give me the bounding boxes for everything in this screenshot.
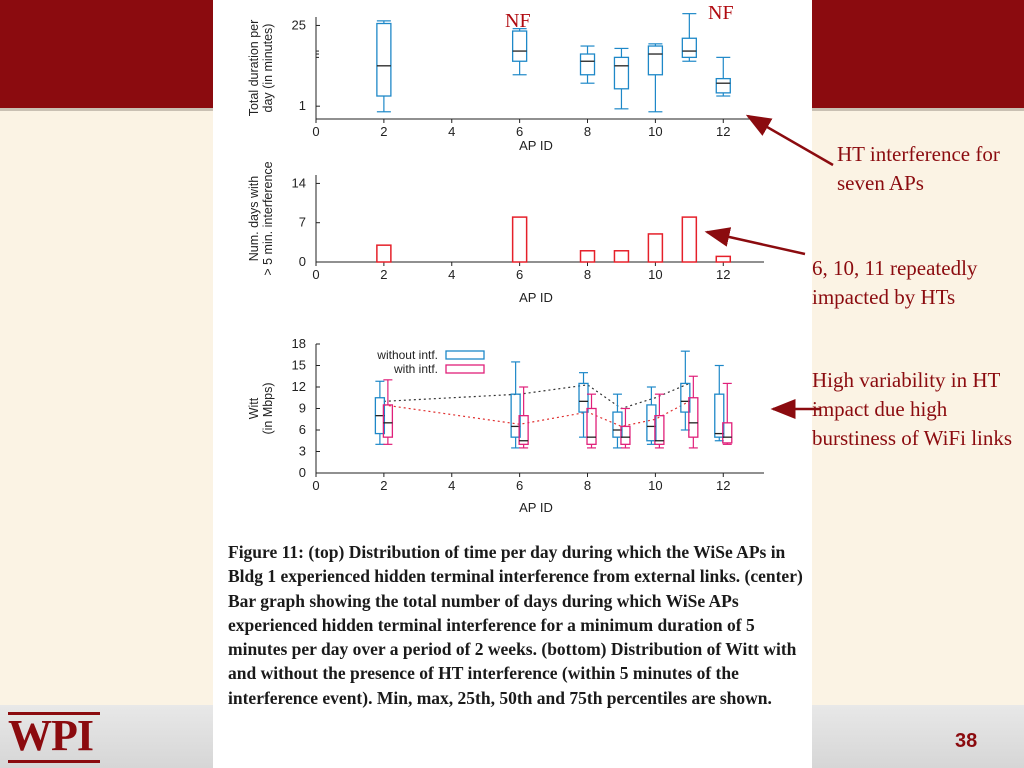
- x-tick-label: 12: [716, 124, 731, 139]
- y-tick-label: 0: [298, 254, 306, 269]
- x-tick-label: 10: [648, 267, 663, 282]
- wpi-logo: WPI: [8, 711, 93, 760]
- y-tick-label: 6: [298, 422, 306, 437]
- x-tick-label: 0: [312, 478, 320, 493]
- x-tick-label: 0: [312, 267, 320, 282]
- y-tick-label: 1: [298, 98, 306, 114]
- y-tick-label: 9: [298, 400, 306, 416]
- x-axis-label: AP ID: [519, 500, 553, 515]
- y-tick-label: 15: [291, 357, 306, 373]
- x-tick-label: 12: [716, 267, 731, 282]
- x-tick-label: 4: [448, 478, 456, 493]
- box-iqr: [648, 46, 662, 75]
- annotation-variability: High variability in HT impact due high burstiness of WiFi links: [812, 368, 1013, 450]
- median-trend-without-intf: [384, 383, 689, 408]
- box-iqr: [581, 54, 595, 75]
- x-tick-label: 8: [583, 478, 592, 493]
- bar: [648, 234, 662, 262]
- y-tick-label: 0: [298, 465, 306, 480]
- x-tick-label: 6: [516, 124, 524, 139]
- bar: [581, 251, 595, 262]
- bar: [716, 256, 730, 262]
- figure-caption: Figure 11: (top) Distribution of time per day during which the WiSe APs in Bldg 1 experienced hidden terminal interference from external links. (center) Bar graph showing the total number of days during which WiSe APs experienced hidden terminal interference for a minimum duration of 5 minutes per day over a period of 2 weeks. (bottom) Distribution of Witt with and without the presence of HT interference (within 5 minutes of the interference event). Min, max, 25th, 50th and 75th percentiles are shown.: [228, 542, 803, 708]
- y-tick-label: 3: [298, 443, 306, 459]
- nf-label-ap11: NF: [708, 2, 734, 24]
- box-iqr: [579, 383, 588, 412]
- x-tick-label: 2: [380, 478, 388, 493]
- x-axis-label: AP ID: [519, 138, 553, 153]
- nf-label-ap6: NF: [505, 10, 531, 32]
- box-iqr: [513, 31, 527, 61]
- legend-swatch: [446, 351, 484, 359]
- x-tick-label: 2: [380, 124, 388, 139]
- legend-label: with intf.: [393, 362, 438, 376]
- y-tick-label: 25: [291, 17, 306, 33]
- annotation-ht-interference: HT interference for seven APs: [837, 142, 1000, 195]
- y-axis-label: (in Mbps): [261, 382, 275, 435]
- legend-label: without intf.: [377, 348, 438, 362]
- x-tick-label: 0: [312, 124, 320, 139]
- x-tick-label: 10: [648, 124, 663, 139]
- median-trend-with-intf: [384, 401, 689, 426]
- y-tick-label: 7: [298, 214, 306, 230]
- legend-swatch: [446, 365, 484, 373]
- x-tick-label: 6: [516, 478, 524, 493]
- x-tick-label: 8: [583, 267, 592, 282]
- page-number: 38: [955, 730, 978, 752]
- y-axis-label: Num. days with: [247, 175, 261, 262]
- x-tick-label: 6: [516, 267, 524, 282]
- x-tick-label: 4: [448, 267, 456, 282]
- x-tick-label: 8: [583, 124, 592, 139]
- y-tick-label: 12: [291, 379, 306, 394]
- x-axis-label: AP ID: [519, 290, 553, 305]
- box-iqr: [614, 57, 628, 88]
- x-tick-label: 2: [380, 267, 388, 282]
- x-tick-label: 12: [716, 478, 731, 493]
- bar: [513, 217, 527, 262]
- bar: [377, 245, 391, 262]
- y-tick-label: 14: [291, 175, 306, 191]
- box-iqr: [716, 79, 730, 93]
- bar: [682, 217, 696, 262]
- box-iqr: [377, 24, 391, 97]
- x-tick-label: 4: [448, 124, 456, 139]
- bar: [614, 251, 628, 262]
- y-tick-label: 18: [291, 336, 306, 351]
- box-iqr: [682, 38, 696, 57]
- y-axis-label: day (in minutes): [261, 23, 275, 113]
- x-tick-label: 10: [648, 478, 663, 493]
- y-axis-label: Total duration per: [247, 19, 261, 117]
- y-axis-label: > 5 min. interference: [261, 161, 275, 276]
- y-axis-label: Witt: [247, 397, 261, 420]
- annotation-repeated: 6, 10, 11 repeatedly impacted by HTs: [812, 256, 978, 309]
